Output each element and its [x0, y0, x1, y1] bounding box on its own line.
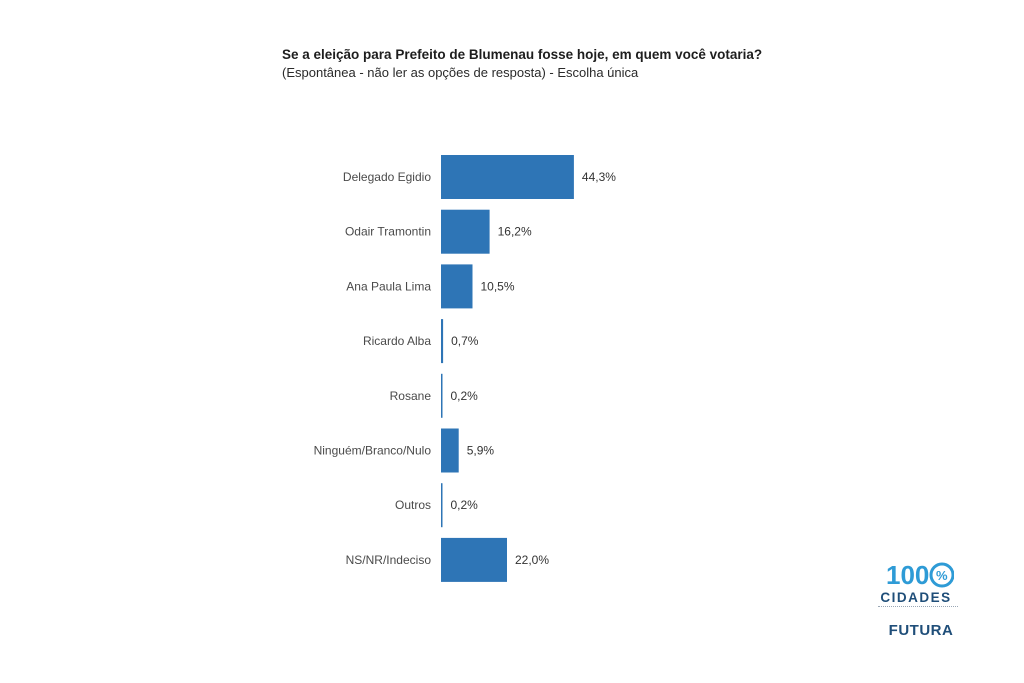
bar	[441, 155, 574, 199]
category-label: Rosane	[389, 388, 431, 403]
percent-circle-icon	[884, 560, 954, 590]
bar	[441, 538, 507, 582]
logo-tagline	[878, 606, 958, 610]
bar	[441, 483, 443, 527]
category-label: NS/NR/Indeciso	[345, 552, 431, 567]
category-label: Outros	[394, 498, 431, 513]
cidades-futura-logo	[866, 560, 966, 650]
value-label: 22,0%	[515, 552, 550, 567]
category-label: Ana Paula Lima	[346, 279, 431, 294]
svg-text:%: %	[936, 568, 948, 583]
logo-100-text: 100	[886, 560, 930, 590]
logo-cidades-text: CIDADES	[880, 590, 952, 605]
category-label: Delegado Egidio	[342, 170, 431, 184]
category-label: Odair Tramontin	[344, 224, 431, 239]
value-label: 10,5%	[480, 279, 515, 294]
value-label: 16,2%	[497, 224, 532, 239]
bar	[441, 319, 443, 363]
value-label: 0,2%	[450, 498, 478, 513]
bar	[441, 374, 443, 418]
category-label: Ninguém/Branco/Nulo	[313, 443, 431, 458]
value-label: 5,9%	[466, 443, 495, 458]
logo-futura-text: FUTURA	[888, 622, 954, 639]
value-label: 44,3%	[581, 170, 616, 184]
chart-title: Se a eleição para Prefeito de Blumenau fosse hoje, em quem você votaria?	[282, 47, 763, 62]
category-label: Ricardo Alba	[362, 334, 431, 349]
bar	[441, 210, 490, 254]
bar	[441, 264, 473, 308]
value-label: 0,7%	[451, 334, 479, 349]
chart-subtitle: (Espontânea - não ler as opções de resposta) - Escolha única	[282, 65, 639, 80]
value-label: 0,2%	[450, 388, 478, 403]
bar	[441, 429, 459, 473]
